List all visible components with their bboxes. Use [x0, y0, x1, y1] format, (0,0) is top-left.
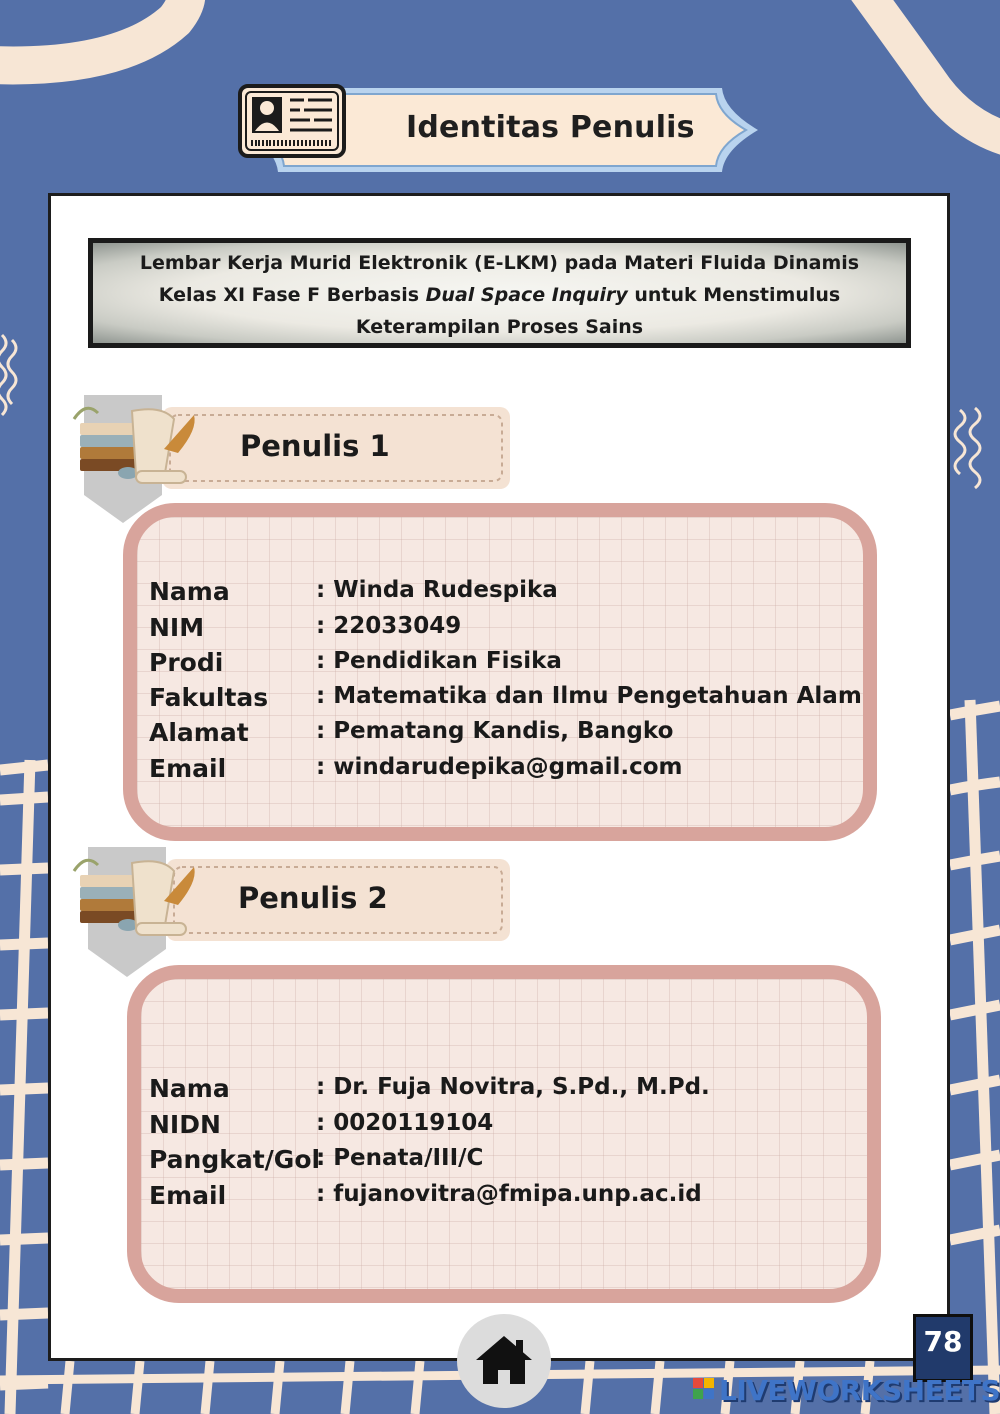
- banner-line-2-start: Kelas XI Fase F Berbasis: [158, 284, 426, 306]
- banner-line-3: Keterampilan Proses Sains: [355, 316, 644, 338]
- document-title-banner: [88, 238, 911, 348]
- field-value: : Penata/III/C: [316, 1145, 484, 1171]
- home-button[interactable]: [457, 1314, 551, 1408]
- field-label: Alamat: [149, 718, 249, 747]
- page-number-badge: [913, 1314, 973, 1382]
- banner-line-2-end: untuk Menstimulus: [627, 284, 841, 306]
- field-value: : 22033049: [316, 613, 462, 639]
- logo-text: LIVEWORKSHEETS: [719, 1374, 1000, 1407]
- penulis-2-card: [127, 965, 881, 1303]
- field-value: : Matematika dan Ilmu Pengetahuan Alam: [316, 683, 862, 709]
- id-card-icon: [238, 84, 346, 158]
- field-label: Fakultas: [149, 683, 269, 712]
- field-label: Email: [149, 1181, 227, 1210]
- field-value: : windarudepika@gmail.com: [316, 754, 683, 780]
- home-icon: [474, 1332, 534, 1388]
- logo-squares-icon: [693, 1378, 715, 1402]
- field-value: : Pendidikan Fisika: [316, 648, 562, 674]
- header-badge: [238, 84, 762, 176]
- field-label: Pangkat/Gol: [149, 1145, 321, 1174]
- field-value: : Winda Rudespika: [316, 577, 558, 603]
- field-label: Nama: [149, 577, 230, 606]
- penulis-1-title: Penulis 1: [240, 429, 390, 463]
- banner-line-1: Lembar Kerja Murid Elektronik (E-LKM) pada Materi Fluida Dinamis: [139, 252, 860, 274]
- field-label: Email: [149, 754, 227, 783]
- liveworksheets-logo[interactable]: [693, 1374, 1000, 1407]
- field-value: : fujanovitra@fmipa.unp.ac.id: [316, 1181, 702, 1207]
- field-label: NIM: [149, 613, 205, 642]
- penulis-1-card: [123, 503, 877, 841]
- banner-line-2-italic: Dual Space Inquiry: [425, 284, 628, 306]
- banner-line-2: [93, 279, 906, 311]
- field-value: : Dr. Fuja Novitra, S.Pd., M.Pd.: [316, 1074, 710, 1100]
- field-value: : Pematang Kandis, Bangko: [316, 718, 674, 744]
- field-label: Prodi: [149, 648, 224, 677]
- penulis-1-header: [66, 393, 526, 513]
- page-number: 78: [923, 1325, 963, 1358]
- field-label: NIDN: [149, 1110, 221, 1139]
- field-value: : 0020119104: [316, 1110, 494, 1136]
- penulis-2-title: Penulis 2: [238, 881, 388, 915]
- page-title: Identitas Penulis: [406, 110, 695, 145]
- penulis-2-header: [66, 845, 526, 965]
- field-label: Nama: [149, 1074, 230, 1103]
